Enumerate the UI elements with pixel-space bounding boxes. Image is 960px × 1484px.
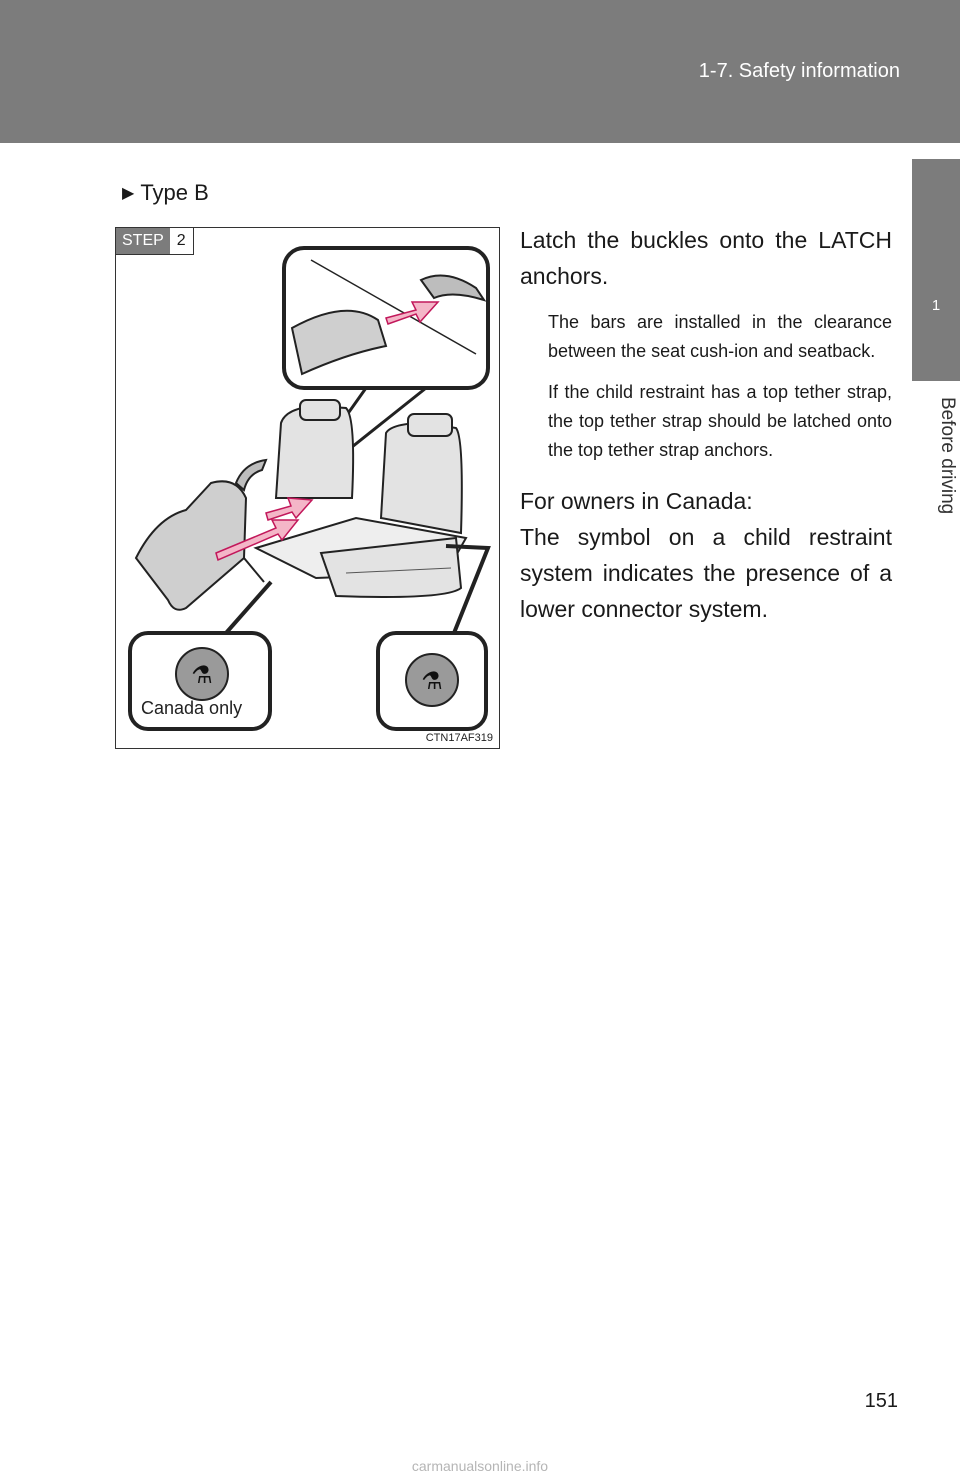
- chapter-label: Before driving: [937, 397, 958, 515]
- canada-only-label: Canada only: [141, 698, 243, 718]
- triangle-bullet-icon: ▶: [122, 185, 135, 202]
- image-code: CTN17AF319: [425, 732, 493, 744]
- callout-symbol: [378, 633, 486, 729]
- note-tether: If the child restraint has a top tether strap, the top tether strap should be latched onto the top tether strap anchors.: [548, 382, 892, 460]
- chapter-label-tab: [912, 387, 960, 567]
- section-title: 1-7. Safety information: [698, 60, 900, 82]
- step-text: Latch the buckles onto the LATCH anchors.: [520, 227, 892, 289]
- canada-text: The symbol on a child restraint system indicates the presence of a lower connector system.: [520, 524, 892, 622]
- seat-illustration: [115, 227, 500, 749]
- type-heading: [122, 180, 209, 206]
- watermark: carmanualsonline.info: [411, 1458, 549, 1474]
- svg-text:⚗: ⚗: [421, 667, 443, 695]
- chapter-number: 1: [931, 297, 941, 314]
- step-word: STEP: [116, 228, 170, 254]
- page-number: 151: [864, 1390, 898, 1412]
- page-header: [0, 0, 960, 143]
- chapter-tab: [912, 159, 960, 381]
- svg-text:⚗: ⚗: [191, 661, 213, 689]
- type-heading-text: Type B: [140, 180, 209, 205]
- step-number: 2: [170, 228, 193, 254]
- step-badge: [116, 228, 194, 255]
- canada-heading: For owners in Canada:: [520, 488, 753, 514]
- instruction-text: [520, 222, 892, 627]
- seat-drawing: [116, 228, 501, 750]
- note-bars: The bars are installed in the clearance between the seat cush-ion and seatback.: [548, 312, 892, 361]
